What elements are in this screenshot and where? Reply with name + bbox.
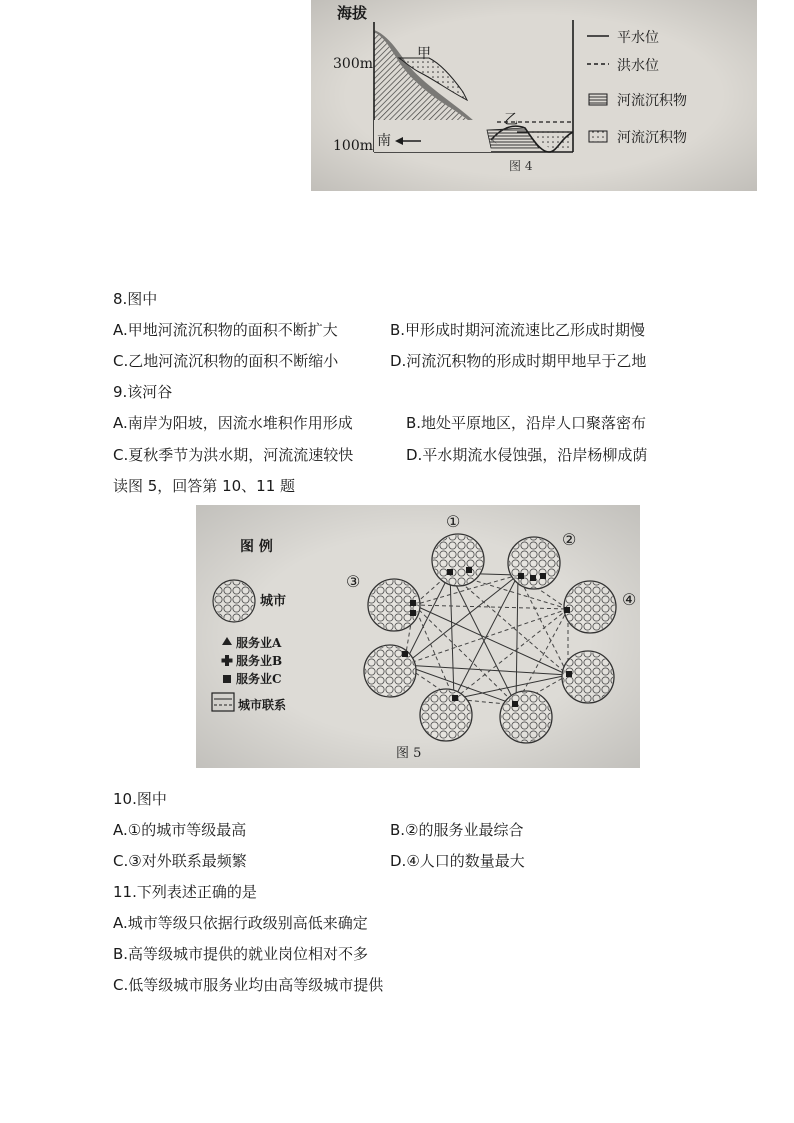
q10-option-a: A.①的城市等级最高 xyxy=(113,821,247,839)
q9-option-d: D.平水期流水侵蚀强，沿岸杨柳成荫 xyxy=(406,446,648,464)
q10-option-c: C.③对外联系最频繁 xyxy=(113,852,247,870)
q11-option-a: A.城市等级只依据行政级别高低来确定 xyxy=(113,914,368,932)
q8-option-d: D.河流沉积物的形成时期甲地早于乙地 xyxy=(390,352,647,370)
q8-option-c: C.乙地河流沉积物的面积不断缩小 xyxy=(113,352,339,370)
q9-stem: 9.该河谷 xyxy=(113,383,173,401)
figure5-intro: 读图 5，回答第 10、11 题 xyxy=(113,477,296,495)
q10-stem: 10.图中 xyxy=(113,790,167,808)
q9-option-a: A.南岸为阳坡，因流水堆积作用形成 xyxy=(113,414,353,432)
figure-5 xyxy=(196,505,640,768)
q8-option-a: A.甲地河流沉积物的面积不断扩大 xyxy=(113,321,338,339)
q11-option-b: B.高等级城市提供的就业岗位相对不多 xyxy=(113,945,369,963)
figure-4 xyxy=(311,0,757,191)
q11-option-c: C.低等级城市服务业均由高等级城市提供 xyxy=(113,976,384,994)
q10-option-b: B.②的服务业最综合 xyxy=(390,821,524,839)
q8-option-b: B.甲形成时期河流流速比乙形成时期慢 xyxy=(390,321,646,339)
q9-option-c: C.夏秋季节为洪水期，河流流速较快 xyxy=(113,446,354,464)
q10-option-d: D.④人口的数量最大 xyxy=(390,852,525,870)
q11-stem: 11.下列表述正确的是 xyxy=(113,883,257,901)
q8-stem: 8.图中 xyxy=(113,290,158,308)
q9-option-b: B.地处平原地区，沿岸人口聚落密布 xyxy=(406,414,647,432)
